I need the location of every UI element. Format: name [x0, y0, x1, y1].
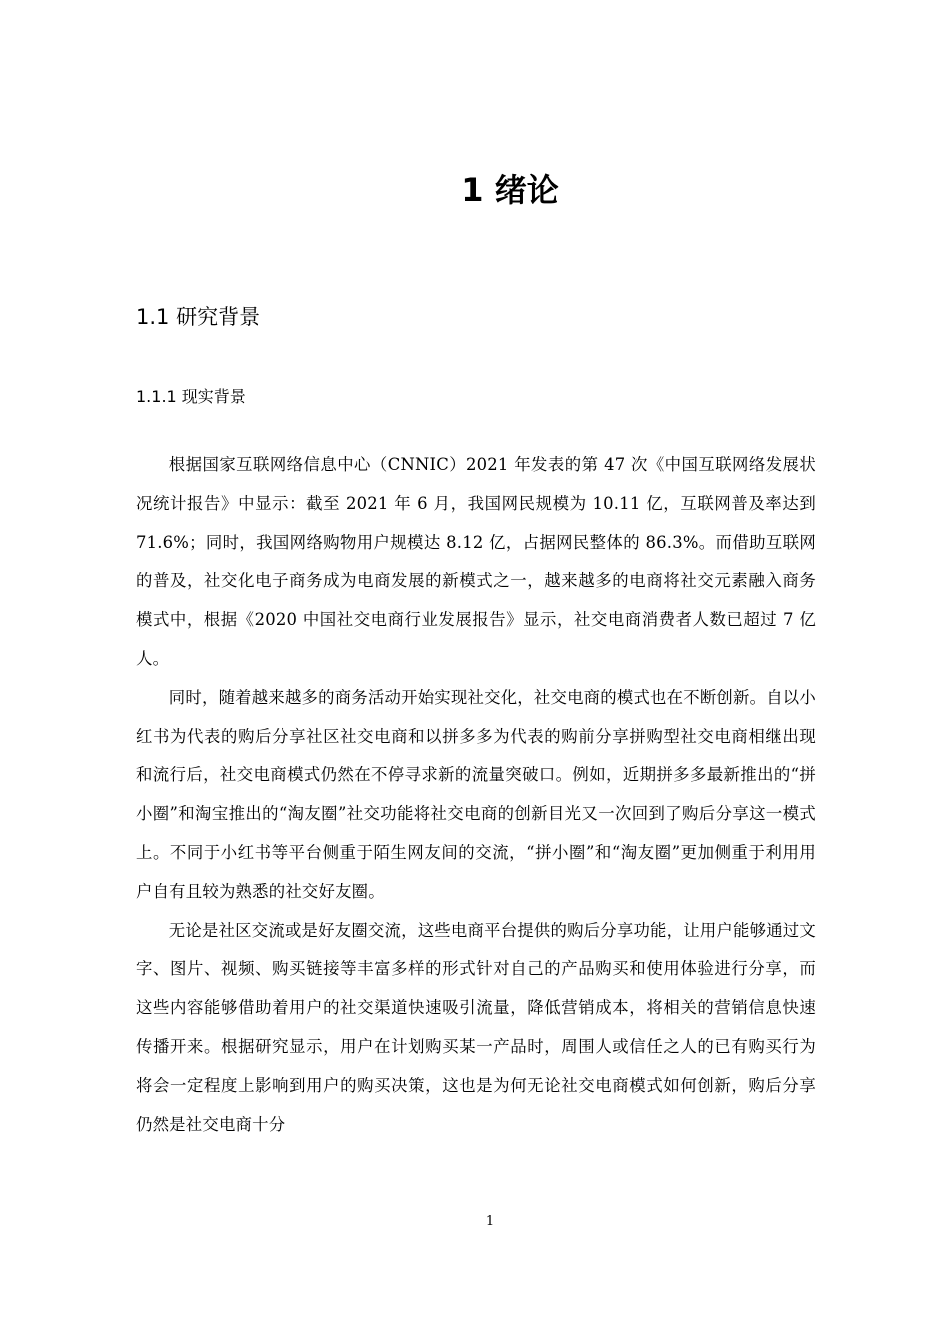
subsection-title: 1.1.1 现实背景: [136, 387, 246, 406]
body-text: [136, 446, 816, 1144]
section-title: 1.1 研究背景: [136, 305, 261, 329]
paragraph: 同时，随着越来越多的商务活动开始实现社交化，社交电商的模式也在不断创新。自以小红书为代表的购后分享社区社交电商和以拼多多为代表的购前分享拼购型社交电商相继出现和流行后，社交电商模式仍然在不停寻求新的流量突破口。例如，近期拼多多最新推出的“拼小圈”和淘宝推出的“淘友圈”社交功能将社交电商的创新目光又一次回到了购后分享这一模式上。不同于小红书等平台侧重于陌生网友间的交流，“拼小圈”和“淘友圈”更加侧重于利用用户自有且较为熟悉的社交好友圈。: [136, 687, 816, 901]
paragraph: 根据国家互联网络信息中心（CNNIC）2021 年发表的第 47 次《中国互联网络发展状况统计报告》中显示：截至 2021 年 6 月，我国网民规模为 10.11 亿，互联网普及率达到 71.6%；同时，我国网络购物用户规模达 8.12 亿，占据网民整体的 86.3%。而借助互联网的普及，社交化电子商务成为电商发展的新模式之一，越来越多的电商将社交元素融入商务模式中，根据《2020 中国社交电商行业发展报告》显示，社交电商消费者人数已超过 7 亿人。: [136, 455, 816, 668]
page-number: 1: [485, 1214, 495, 1229]
paragraph: 无论是社区交流或是好友圈交流，这些电商平台提供的购后分享功能，让用户能够通过文字、图片、视频、购买链接等丰富多样的形式针对自己的产品购买和使用体验进行分享，而这些内容能够借助着用户的社交渠道快速吸引流量，降低营销成本，将相关的营销信息快速传播开来。根据研究显示，用户在计划购买某一产品时，周围人或信任之人的已有购买行为将会一定程度上影响到用户的购买决策，这也是为何无论社交电商模式如何创新，购后分享仍然是社交电商十分: [136, 920, 816, 1134]
chapter-title: 1 绪论: [461, 171, 559, 209]
